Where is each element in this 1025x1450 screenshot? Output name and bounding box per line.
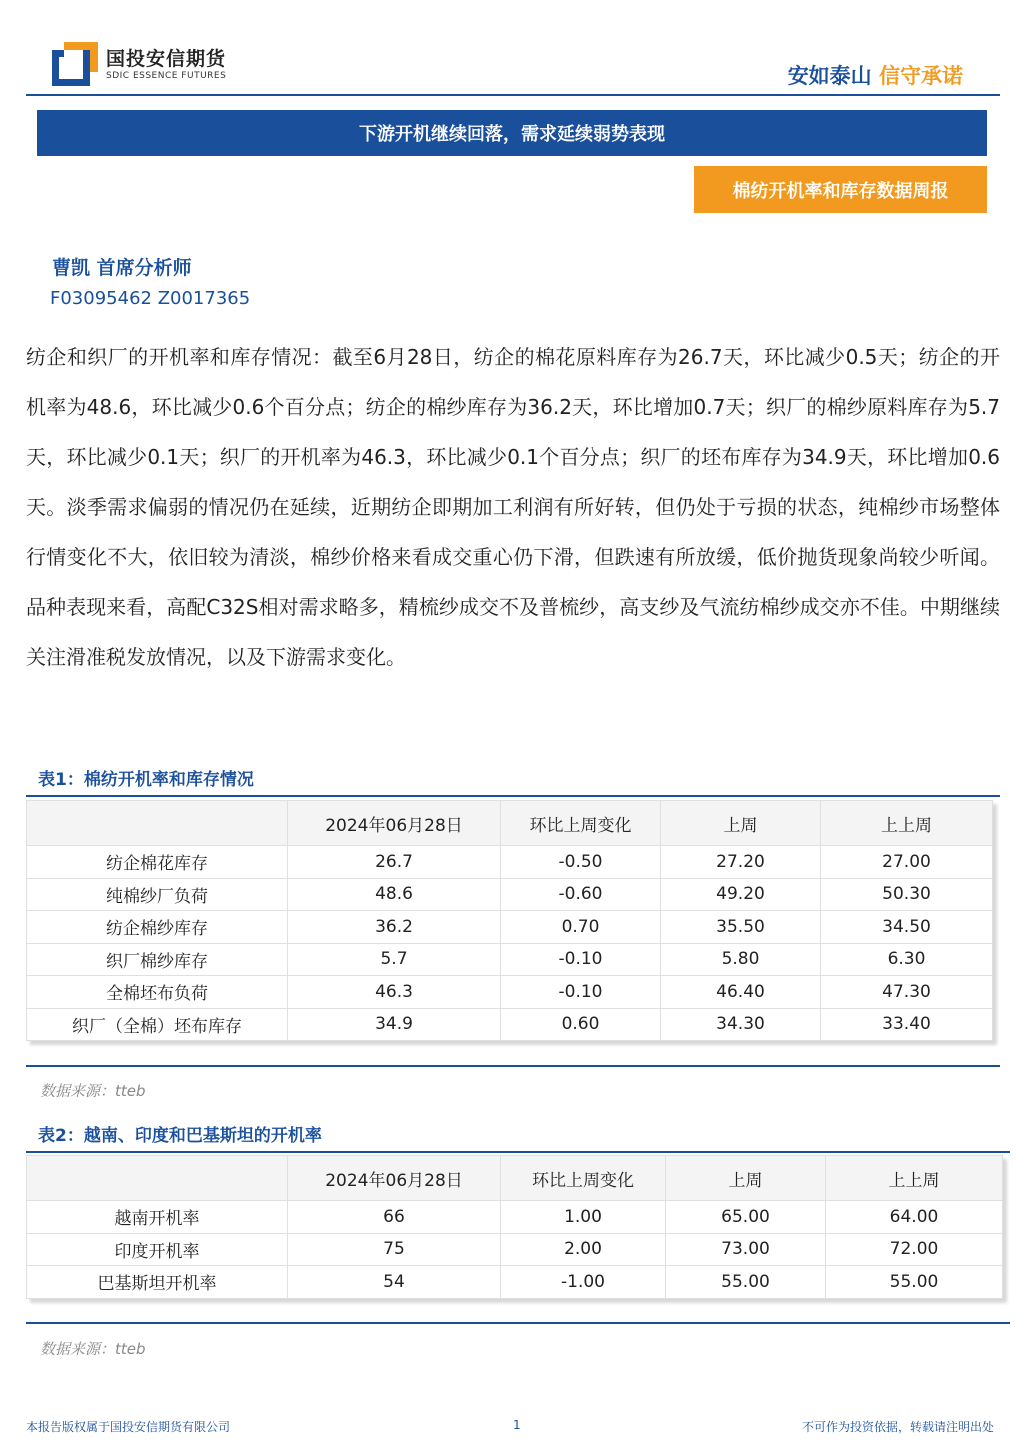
summary-paragraph: 纺企和织厂的开机率和库存情况：截至6月28日，纺企的棉花原料库存为26.7天，环比减少0.5天；纺企的开机率为48.6，环比减少0.6个百分点；纺企的棉纱库存为36.2天，环比增加0.7天；织厂的棉纱原料库存为5.7天，环比减少0.1天；织厂的开机率为46.3，环比减少0.1个百分点；织厂的坯布库存为34.9天，环比增加0.6天。淡季需求偏弱的情况仍在延续，近期纺企即期加工利润有所好转，但仍处于亏损的状态，纯棉纱市场整体行情变化不大，依旧较为清淡，棉纱价格来看成交重心仍下滑，但跌速有所放缓，低价抛货现象尚较少听闻。品种表现来看，高配C32S相对需求略多，精梳纱成交不及普梳纱，高支纱及气流纺棉纱成交亦不佳。中期继续关注滑准税发放情况，以及下游需求变化。 (26, 345, 1000, 669)
value-cell: 0.70 (501, 911, 661, 944)
value-cell: 50.30 (821, 878, 993, 911)
report-type-tag: 棉纺开机率和库存数据周报 (694, 166, 987, 213)
table1-header-cell (27, 801, 288, 846)
value-cell: 55.00 (666, 1266, 826, 1299)
value-cell: 2.00 (501, 1233, 666, 1266)
analyst-name: 曹凯 首席分析师 (52, 257, 192, 279)
table2-header-cell: 上上周 (826, 1156, 1003, 1201)
table2-header-cell: 环比上周变化 (501, 1156, 666, 1201)
value-cell: 34.50 (821, 911, 993, 944)
report-title: 下游开机继续回落，需求延续弱势表现 (37, 110, 987, 156)
value-cell: 47.30 (821, 976, 993, 1009)
table-row (27, 1233, 1003, 1266)
table-row (27, 911, 993, 944)
table1-source: 数据来源：tteb (40, 1082, 146, 1100)
table2-header-cell (27, 1156, 288, 1201)
value-cell: 35.50 (661, 911, 821, 944)
value-cell: 54 (288, 1266, 501, 1299)
header-divider (26, 94, 1000, 96)
row-label-cell: 纺企棉花库存 (27, 846, 288, 879)
table2-bottom-rule (26, 1322, 1010, 1324)
value-cell: 75 (288, 1233, 501, 1266)
row-label-cell: 织厂（全棉）坯布库存 (27, 1008, 288, 1041)
value-cell: 73.00 (666, 1233, 826, 1266)
table2-header-row (27, 1156, 1003, 1201)
logo-text-en: SDIC ESSENCE FUTURES (106, 71, 227, 81)
value-cell: 34.30 (661, 1008, 821, 1041)
slogan-part1: 安如泰山 (787, 64, 872, 88)
row-label-cell: 纺企棉纱库存 (27, 911, 288, 944)
table2-source: 数据来源：tteb (40, 1340, 146, 1358)
value-cell: 49.20 (661, 878, 821, 911)
table-row (27, 846, 993, 879)
footer-copyright: 本报告版权属于国投安信期货有限公司 (26, 1420, 231, 1434)
table1-header-cell: 上周 (661, 801, 821, 846)
row-label-cell: 印度开机率 (27, 1233, 288, 1266)
table-row (27, 976, 993, 1009)
table2-wrap (26, 1155, 1003, 1299)
table1 (26, 800, 993, 1041)
table-row (27, 943, 993, 976)
value-cell: 33.40 (821, 1008, 993, 1041)
footer-disclaimer: 不可作为投资依据，转载请注明出处 (801, 1420, 994, 1434)
table1-header-cell: 2024年06月28日 (288, 801, 501, 846)
logo-text-cn: 国投安信期货 (106, 48, 227, 70)
table1-wrap (26, 800, 993, 1041)
company-logo (52, 40, 252, 90)
slogan (788, 60, 963, 90)
value-cell: 72.00 (826, 1233, 1003, 1266)
analyst-license: F03095462 Z0017365 (50, 288, 251, 309)
value-cell: -0.10 (501, 976, 661, 1009)
value-cell: 34.9 (288, 1008, 501, 1041)
row-label-cell: 巴基斯坦开机率 (27, 1266, 288, 1299)
value-cell: 64.00 (826, 1201, 1003, 1234)
table2-title: 表2：越南、印度和巴基斯坦的开机率 (38, 1126, 322, 1146)
value-cell: 46.3 (288, 976, 501, 1009)
table2-header-cell: 上周 (666, 1156, 826, 1201)
value-cell: 5.7 (288, 943, 501, 976)
row-label-cell: 织厂棉纱库存 (27, 943, 288, 976)
table1-header-row (27, 801, 993, 846)
value-cell: 27.00 (821, 846, 993, 879)
value-cell: 5.80 (661, 943, 821, 976)
table1-bottom-rule (26, 1065, 1000, 1067)
value-cell: -0.10 (501, 943, 661, 976)
table-row (27, 878, 993, 911)
table-row (27, 1008, 993, 1041)
value-cell: 6.30 (821, 943, 993, 976)
table1-header-cell: 上上周 (821, 801, 993, 846)
table2-header-cell: 2024年06月28日 (288, 1156, 501, 1201)
value-cell: 66 (288, 1201, 501, 1234)
table2-top-rule (26, 1151, 1010, 1153)
slogan-part2: 信守承诺 (879, 64, 963, 88)
table-row (27, 1266, 1003, 1299)
value-cell: 26.7 (288, 846, 501, 879)
row-label-cell: 越南开机率 (27, 1201, 288, 1234)
value-cell: -0.60 (501, 878, 661, 911)
table1-title: 表1：棉纺开机率和库存情况 (38, 770, 254, 790)
table1-top-rule (26, 795, 1000, 797)
logo-mark-icon (52, 42, 98, 86)
page-header (0, 0, 1025, 100)
table-row (27, 1201, 1003, 1234)
value-cell: 46.40 (661, 976, 821, 1009)
row-label-cell: 全棉坯布负荷 (27, 976, 288, 1009)
page-number: 1 (513, 1418, 521, 1432)
table2 (26, 1155, 1003, 1299)
value-cell: 1.00 (501, 1201, 666, 1234)
value-cell: 0.60 (501, 1008, 661, 1041)
value-cell: 65.00 (666, 1201, 826, 1234)
value-cell: 27.20 (661, 846, 821, 879)
value-cell: 55.00 (826, 1266, 1003, 1299)
value-cell: -1.00 (501, 1266, 666, 1299)
row-label-cell: 纯棉纱厂负荷 (27, 878, 288, 911)
table1-header-cell: 环比上周变化 (501, 801, 661, 846)
value-cell: 36.2 (288, 911, 501, 944)
value-cell: 48.6 (288, 878, 501, 911)
value-cell: -0.50 (501, 846, 661, 879)
